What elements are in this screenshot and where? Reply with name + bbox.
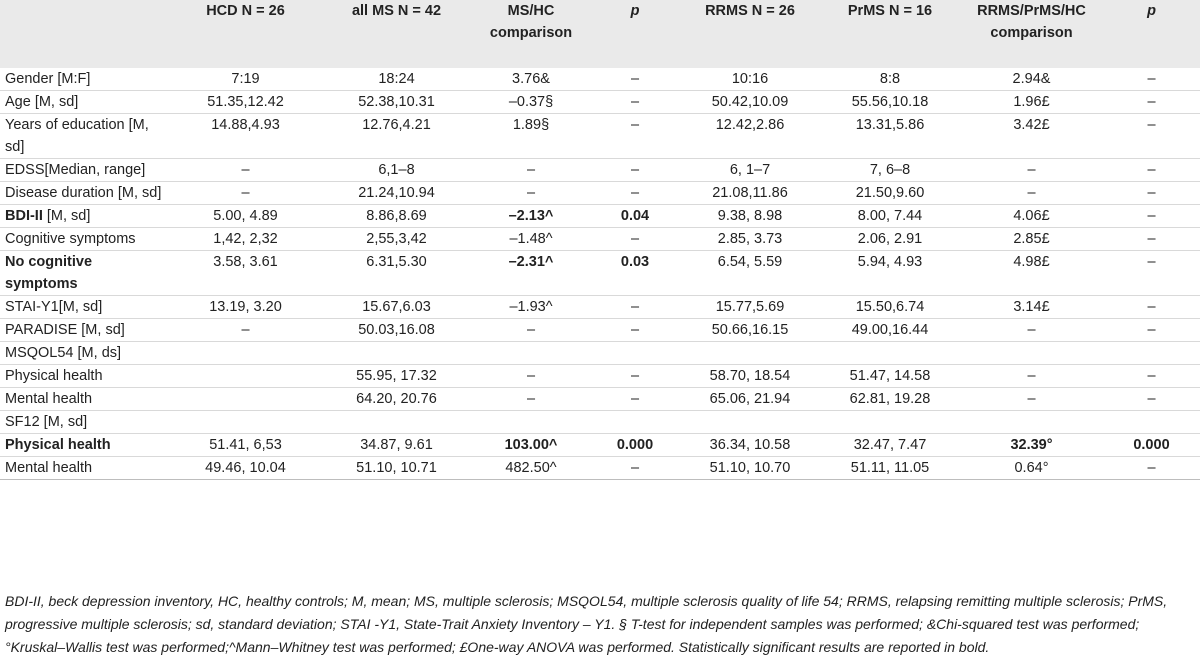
cell-p2 [1103,411,1200,434]
cell-rrms: 58.70, 18.54 [709,368,791,384]
cell-allms: 2,55,3,42 [366,231,427,247]
cell-mshc: –2.13^ [508,208,554,224]
cell-allms: 6,1–8 [378,162,415,178]
cell-hcd: 14.88,4.93 [211,117,280,133]
header-all-ms: all MS N = 42 [351,3,442,19]
cell-p1: 0.000 [616,437,654,453]
cell-three: 1.96£ [1013,94,1050,110]
cell-rrms [680,342,820,365]
cell-rrms [680,411,820,434]
cell-p2: – [1147,162,1156,178]
cell-prms: 8.00, 7.44 [857,208,923,224]
cell-p1: 0.03 [620,254,650,270]
cell-mshc: – [526,391,536,407]
table-row [0,114,1200,159]
table-row [0,388,1200,411]
header-p2: p [1147,3,1156,19]
cell-hcd: 13.19, 3.20 [209,299,282,315]
table-row [0,91,1200,114]
cell-three: 4.06£ [1013,208,1050,224]
header-three-group-comparison: RRMS/PrMS/HC comparison [977,3,1086,41]
cell-mshc: –1.48^ [509,231,553,247]
cell-rrms: 50.42,10.09 [711,94,789,110]
cell-rrms: 65.06, 21.94 [709,391,791,407]
table-row [0,411,1200,434]
cell-p2: – [1147,460,1156,476]
cell-mshc: 3.76& [512,71,550,87]
row-label: STAI-Y1[M, sd] [5,299,103,315]
cell-p2: – [1147,322,1156,338]
cell-three: – [1027,322,1036,338]
cell-rrms: 51.10, 10.70 [709,460,791,476]
header-hcd: HCD N = 26 [206,3,285,19]
cell-hcd: 7:19 [231,71,260,87]
cell-rrms: 36.34, 10.58 [709,437,791,453]
cell-hcd [170,411,321,434]
cell-mshc: – [526,185,536,201]
cell-prms: 15.50,6.74 [855,299,925,315]
cell-allms [321,411,472,434]
cell-prms: 51.47, 14.58 [849,368,931,384]
row-label: Mental health [5,460,93,476]
table-body [0,68,1200,480]
row-label: Cognitive symptoms [5,231,136,247]
table-row [0,159,1200,182]
cell-allms: 6.31,5.30 [366,254,427,270]
cell-three: 0.64° [1014,460,1049,476]
cell-hcd [170,365,321,388]
cell-prms: 62.81, 19.28 [849,391,931,407]
cell-p2: – [1147,117,1156,133]
header-prms: PrMS N = 16 [847,3,933,19]
cell-allms: 51.10, 10.71 [356,460,437,476]
cell-mshc: –1.93^ [509,299,553,315]
row-label [0,205,170,228]
table-row [0,182,1200,205]
table-row [0,251,1200,296]
cell-three [960,342,1103,365]
row-label-bold-part: BDI-II [5,208,43,224]
cell-three [960,411,1103,434]
cell-three: – [1027,185,1036,201]
row-label-rest-part: [M, sd] [42,208,91,224]
cell-rrms: 21.08,11.86 [712,185,788,201]
cell-p2 [1103,342,1200,365]
cell-mshc: – [526,322,536,338]
cell-mshc: –0.37§ [508,94,554,110]
row-label: Gender [M:F] [5,71,91,87]
cell-hcd: – [241,322,250,338]
cell-prms: 51.11, 11.05 [850,460,930,476]
cell-rrms: 12.42,2.86 [715,117,785,133]
cell-mshc: – [526,368,536,384]
table-row [0,342,1200,365]
cell-prms: 13.31,5.86 [855,117,925,133]
cell-three: – [1027,368,1036,384]
cell-p2: – [1147,94,1156,110]
table-row [0,319,1200,342]
cell-three: 4.98£ [1013,254,1050,270]
header-p1: p [630,3,640,19]
cell-rrms: 15.77,5.69 [715,299,785,315]
cell-three: – [1027,391,1036,407]
cell-allms: 8.86,8.69 [366,208,427,224]
cell-hcd: 3.58, 3.61 [213,254,278,270]
cell-prms: 21.50,9.60 [855,185,925,201]
cell-mshc: – [526,162,536,178]
row-label: Physical health [5,437,111,453]
cell-p2: – [1147,185,1156,201]
cell-hcd: 51.35,12.42 [207,94,284,110]
cell-p1: – [630,71,640,87]
table-row [0,365,1200,388]
header-rrms: RRMS N = 26 [705,3,795,19]
cell-allms: 50.03,16.08 [358,322,435,338]
cell-rrms: 6, 1–7 [729,162,771,178]
header-label [0,0,170,68]
cell-hcd: – [241,185,250,201]
cell-allms: 64.20, 20.76 [356,391,437,407]
cell-three: – [1027,162,1036,178]
cell-p1: – [630,185,640,201]
cell-hcd [170,388,321,411]
cell-p2: – [1147,231,1156,247]
cell-rrms: 9.38, 8.98 [717,208,783,224]
header-ms-hc-comparison: MS/HC comparison [489,3,573,41]
cell-rrms: 6.54, 5.59 [717,254,783,270]
cell-prms [820,411,960,434]
cell-three: 32.39° [1010,437,1053,453]
cell-p1: – [630,299,640,315]
cell-p1: – [630,368,640,384]
cell-p1: – [630,94,640,110]
cell-allms: 52.38,10.31 [358,94,435,110]
table-row [0,434,1200,457]
row-label: Physical health [5,368,103,384]
row-label: Age [M, sd] [5,94,79,110]
cell-allms: 15.67,6.03 [362,299,431,315]
cell-p2: – [1147,254,1156,270]
table-row [0,457,1200,480]
cell-p2: – [1147,391,1156,407]
cell-mshc [472,411,590,434]
cell-p1: 0.04 [620,208,650,224]
cell-mshc: 482.50^ [505,460,557,476]
cell-three: 2.94& [1012,71,1051,87]
table-row [0,68,1200,91]
cell-three: 2.85£ [1013,231,1050,247]
cell-three: 3.14£ [1013,299,1050,315]
cell-prms: 5.94, 4.93 [857,254,923,270]
row-label: No cognitive symptoms [5,254,93,292]
cell-p2: 0.000 [1133,437,1170,453]
cell-allms: 18:24 [378,71,415,87]
cell-three: 3.42£ [1013,117,1050,133]
header-row [0,0,1200,68]
cell-rrms: 10:16 [731,71,769,87]
cell-p1: – [630,391,640,407]
cell-prms: 8:8 [879,71,901,87]
table-row [0,228,1200,251]
cell-prms: 7, 6–8 [869,162,911,178]
row-label: Years of education [M, sd] [5,117,149,155]
cell-p1: – [630,162,640,178]
cell-p1 [590,411,680,434]
cell-allms: 21.24,10.94 [358,185,435,201]
cell-p1: – [630,460,640,476]
cell-rrms: 2.85, 3.73 [717,231,783,247]
cell-mshc: 103.00^ [504,437,558,453]
cell-prms [820,342,960,365]
cell-hcd: – [241,162,250,178]
cell-prms: 49.00,16.44 [851,322,929,338]
cell-hcd: 51.41, 6,53 [209,437,282,453]
cell-prms: 55.56,10.18 [851,94,929,110]
row-label: SF12 [M, sd] [5,414,88,430]
cell-p1 [590,342,680,365]
cell-p2: – [1147,208,1156,224]
cell-allms [321,342,472,365]
cell-p2: – [1147,299,1156,315]
cell-mshc [472,342,590,365]
row-label: PARADISE [M, sd] [5,322,125,338]
table-footnote: BDI-II, beck depression inventory, HC, healthy controls; M, mean; MS, multiple sclerosis; MSQOL54, multiple sclerosis quality of life 54; RRMS, relapsing remitting multiple sclerosis; PrMS, progressive multiple sclerosis; sd, standard deviation; STAI -Y1, State-Trait Anxiety Inventory – Y1. § T-test for independent samples was performed; &Chi-squared test was performed; °Kruskal–Wallis test was performed;^Mann–Whitney test was performed; £One-way ANOVA was performed. Statistically significant results are reported in bold. [5,593,1168,655]
row-label: MSQOL54 [M, ds] [5,345,122,361]
cell-allms: 55.95, 17.32 [356,368,437,384]
cell-p2: – [1147,71,1156,87]
cell-mshc: –2.31^ [508,254,554,270]
cell-p1: – [630,117,640,133]
cell-prms: 32.47, 7.47 [853,437,927,453]
cell-allms: 12.76,4.21 [362,117,431,133]
cell-hcd [170,342,321,365]
table-row [0,205,1200,228]
cell-rrms: 50.66,16.15 [711,322,789,338]
table-row [0,296,1200,319]
cell-p1: – [630,231,640,247]
row-label: Disease duration [M, sd] [5,185,162,201]
cell-hcd: 5.00, 4.89 [213,208,278,224]
cell-hcd: 49.46, 10.04 [205,460,286,476]
cell-hcd: 1,42, 2,32 [213,231,278,247]
row-label: EDSS[Median, range] [5,162,146,178]
cell-p1: – [630,322,640,338]
cell-allms: 34.87, 9.61 [360,437,433,453]
cell-p2: – [1147,368,1156,384]
cell-prms: 2.06, 2.91 [857,231,923,247]
row-label: Mental health [5,391,93,407]
cell-mshc: 1.89§ [512,117,550,133]
